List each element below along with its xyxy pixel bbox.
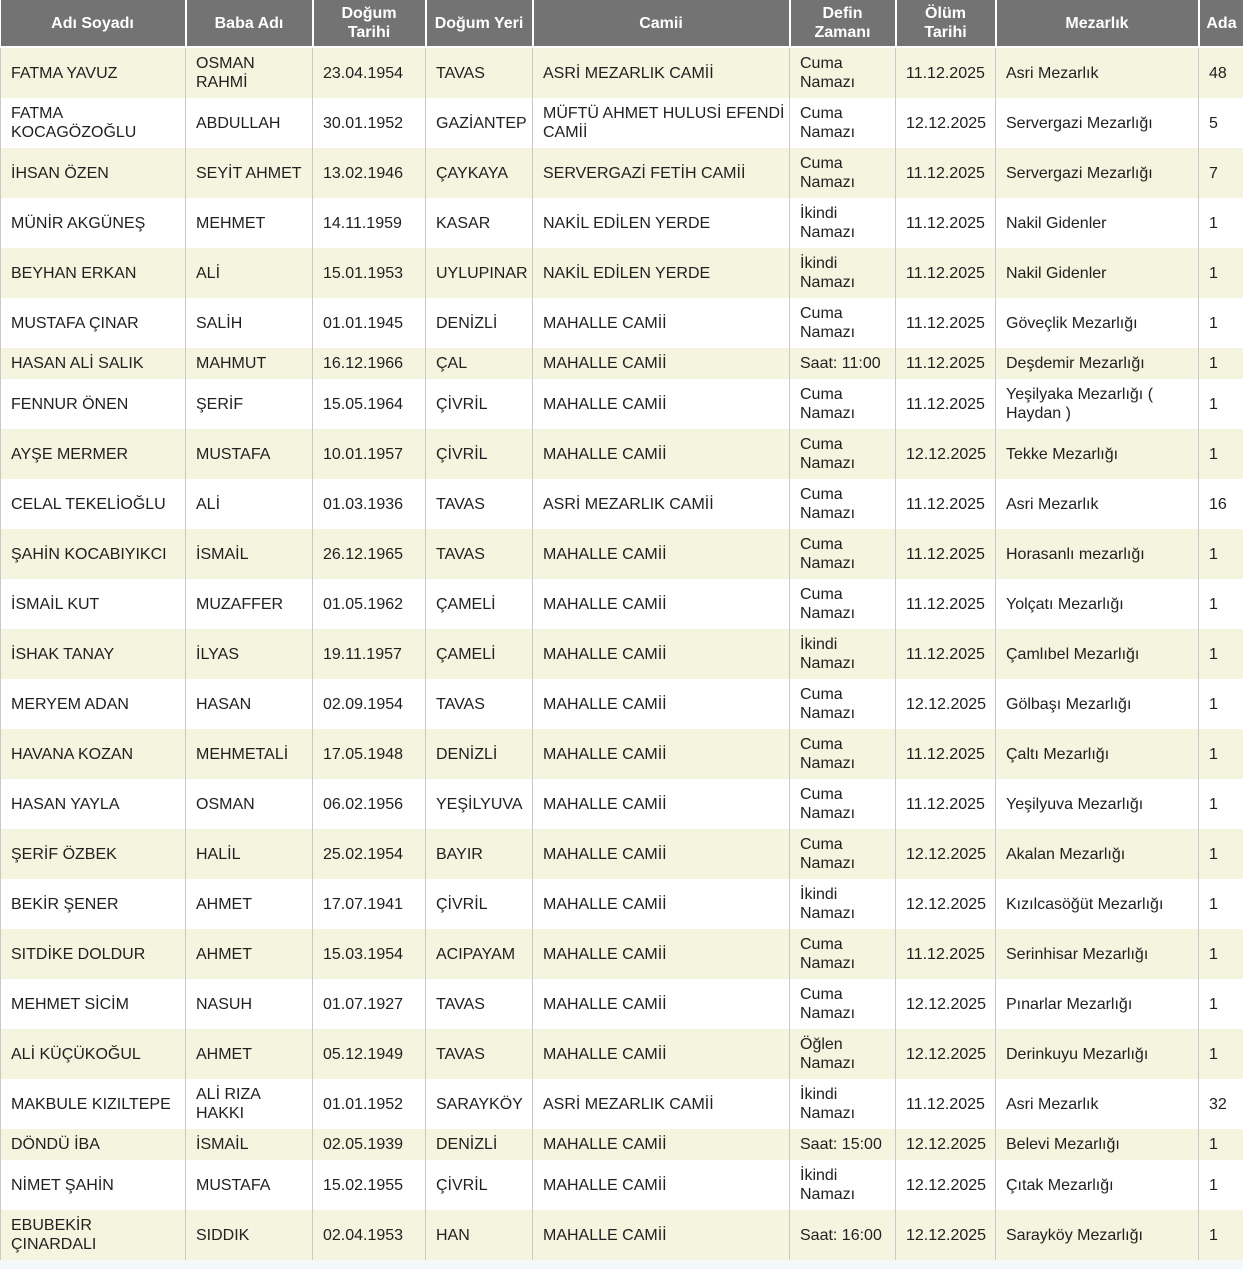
- table-cell: Kızılcasöğüt Mezarlığı: [996, 879, 1199, 929]
- table-cell: 1: [1199, 529, 1243, 579]
- table-cell: TAVAS: [426, 1029, 533, 1079]
- table-cell: CELAL TEKELİOĞLU: [1, 479, 186, 529]
- table-row: [1, 148, 1243, 198]
- table-cell: ALİ: [186, 479, 313, 529]
- table-cell: Serinhisar Mezarlığı: [996, 929, 1199, 979]
- table-row: [1, 529, 1243, 579]
- table-cell: TAVAS: [426, 979, 533, 1029]
- table-cell: FATMA YAVUZ: [1, 47, 186, 98]
- table-cell: MEHMETALİ: [186, 729, 313, 779]
- table-cell: MAHALLE CAMİİ: [533, 348, 790, 379]
- table-cell: 11.12.2025: [896, 529, 996, 579]
- table-cell: HAVANA KOZAN: [1, 729, 186, 779]
- table-row: [1, 198, 1243, 248]
- table-cell: 11.12.2025: [896, 629, 996, 679]
- table-cell: 32: [1199, 1079, 1243, 1129]
- table-row: [1, 779, 1243, 829]
- table-cell: İSHAK TANAY: [1, 629, 186, 679]
- column-header: Doğum Tarihi: [313, 0, 426, 47]
- table-cell: 11.12.2025: [896, 929, 996, 979]
- table-cell: MAHALLE CAMİİ: [533, 1160, 790, 1210]
- table-row: [1, 379, 1243, 429]
- table-cell: Nakil Gidenler: [996, 248, 1199, 298]
- table-cell: 1: [1199, 429, 1243, 479]
- table-cell: MAHALLE CAMİİ: [533, 429, 790, 479]
- table-cell: TAVAS: [426, 47, 533, 98]
- table-cell: DENİZLİ: [426, 1129, 533, 1160]
- table-row: [1, 1029, 1243, 1079]
- table-cell: 12.12.2025: [896, 429, 996, 479]
- table-cell: MÜNİR AKGÜNEŞ: [1, 198, 186, 248]
- table-cell: Asri Mezarlık: [996, 47, 1199, 98]
- column-header: Camii: [533, 0, 790, 47]
- table-cell: 15.01.1953: [313, 248, 426, 298]
- table-cell: Deşdemir Mezarlığı: [996, 348, 1199, 379]
- table-cell: Servergazi Mezarlığı: [996, 98, 1199, 148]
- table-cell: 5: [1199, 98, 1243, 148]
- table-cell: 1: [1199, 579, 1243, 629]
- table-cell: Tekke Mezarlığı: [996, 429, 1199, 479]
- table-cell: 11.12.2025: [896, 248, 996, 298]
- table-cell: MUZAFFER: [186, 579, 313, 629]
- table-cell: ASRİ MEZARLIK CAMİİ: [533, 1079, 790, 1129]
- table-cell: 12.12.2025: [896, 98, 996, 148]
- table-cell: 7: [1199, 148, 1243, 198]
- table-cell: 11.12.2025: [896, 148, 996, 198]
- table-cell: FENNUR ÖNEN: [1, 379, 186, 429]
- table-cell: Cuma Namazı: [790, 929, 896, 979]
- table-cell: 17.05.1948: [313, 729, 426, 779]
- table-cell: Öğlen Namazı: [790, 1029, 896, 1079]
- table-row: [1, 298, 1243, 348]
- table-cell: 11.12.2025: [896, 779, 996, 829]
- table-row: [1, 98, 1243, 148]
- table-cell: AYŞE MERMER: [1, 429, 186, 479]
- table-cell: AHMET: [186, 879, 313, 929]
- table-cell: 12.12.2025: [896, 1029, 996, 1079]
- table-cell: İSMAİL: [186, 529, 313, 579]
- table-cell: Belevi Mezarlığı: [996, 1129, 1199, 1160]
- table-cell: 11.12.2025: [896, 1079, 996, 1129]
- table-cell: MAHALLE CAMİİ: [533, 1129, 790, 1160]
- table-cell: MAHALLE CAMİİ: [533, 629, 790, 679]
- table-cell: 15.05.1964: [313, 379, 426, 429]
- table-cell: 1: [1199, 929, 1243, 979]
- table-cell: ÇAMELİ: [426, 629, 533, 679]
- table-row: [1, 479, 1243, 529]
- table-cell: 12.12.2025: [896, 879, 996, 929]
- table-cell: Çamlıbel Mezarlığı: [996, 629, 1199, 679]
- table-cell: Çaltı Mezarlığı: [996, 729, 1199, 779]
- table-cell: Gölbaşı Mezarlığı: [996, 679, 1199, 729]
- table-row: [1, 679, 1243, 729]
- table-cell: 11.12.2025: [896, 579, 996, 629]
- table-cell: 1: [1199, 1129, 1243, 1160]
- table-cell: HASAN ALİ SALIK: [1, 348, 186, 379]
- table-cell: MEHMET SİCİM: [1, 979, 186, 1029]
- table-row: [1, 629, 1243, 679]
- table-cell: NAKİL EDİLEN YERDE: [533, 248, 790, 298]
- table-cell: Cuma Namazı: [790, 679, 896, 729]
- table-cell: MAHALLE CAMİİ: [533, 529, 790, 579]
- table-cell: SARAYKÖY: [426, 1079, 533, 1129]
- table-cell: 12.12.2025: [896, 1160, 996, 1210]
- table-cell: Çıtak Mezarlığı: [996, 1160, 1199, 1210]
- table-cell: İkindi Namazı: [790, 879, 896, 929]
- table-row: [1, 929, 1243, 979]
- table-cell: 13.02.1946: [313, 148, 426, 198]
- table-cell: Saat: 16:00: [790, 1210, 896, 1260]
- table-cell: Asri Mezarlık: [996, 479, 1199, 529]
- table-cell: SERVERGAZİ FETİH CAMİİ: [533, 148, 790, 198]
- table-row: [1, 348, 1243, 379]
- table-cell: MAHALLE CAMİİ: [533, 979, 790, 1029]
- table-cell: Cuma Namazı: [790, 529, 896, 579]
- table-header: [1, 0, 1243, 47]
- table-cell: 05.12.1949: [313, 1029, 426, 1079]
- column-header: Ada: [1199, 0, 1243, 47]
- table-cell: KASAR: [426, 198, 533, 248]
- table-cell: ASRİ MEZARLIK CAMİİ: [533, 479, 790, 529]
- table-cell: 48: [1199, 47, 1243, 98]
- table-cell: UYLUPINAR: [426, 248, 533, 298]
- table-cell: 16: [1199, 479, 1243, 529]
- table-cell: SEYİT AHMET: [186, 148, 313, 198]
- table-cell: MEHMET: [186, 198, 313, 248]
- table-row: [1, 579, 1243, 629]
- table-cell: MÜFTÜ AHMET HULUSİ EFENDİ CAMİİ: [533, 98, 790, 148]
- table-cell: 1: [1199, 979, 1243, 1029]
- table-cell: ÇAMELİ: [426, 579, 533, 629]
- table-cell: MAHALLE CAMİİ: [533, 579, 790, 629]
- table-cell: MAHALLE CAMİİ: [533, 879, 790, 929]
- table-cell: MAHALLE CAMİİ: [533, 929, 790, 979]
- table-cell: ALİ RIZA HAKKI: [186, 1079, 313, 1129]
- column-header: Defin Zamanı: [790, 0, 896, 47]
- table-cell: ÇİVRİL: [426, 1160, 533, 1210]
- table-cell: 26.12.1965: [313, 529, 426, 579]
- table-cell: 11.12.2025: [896, 479, 996, 529]
- table-cell: ÇİVRİL: [426, 879, 533, 929]
- table-row: [1, 1129, 1243, 1160]
- table-cell: 1: [1199, 629, 1243, 679]
- table-cell: Akalan Mezarlığı: [996, 829, 1199, 879]
- table-cell: NİMET ŞAHİN: [1, 1160, 186, 1210]
- table-cell: 01.03.1936: [313, 479, 426, 529]
- table-cell: 1: [1199, 348, 1243, 379]
- table-cell: 17.07.1941: [313, 879, 426, 929]
- table-cell: Cuma Namazı: [790, 148, 896, 198]
- bottom-strip: [0, 1260, 1243, 1269]
- table-cell: HASAN YAYLA: [1, 779, 186, 829]
- table-cell: Yolçatı Mezarlığı: [996, 579, 1199, 629]
- table-cell: MAKBULE KIZILTEPE: [1, 1079, 186, 1129]
- table-cell: ÇAL: [426, 348, 533, 379]
- table-cell: MAHALLE CAMİİ: [533, 829, 790, 879]
- table-cell: MAHALLE CAMİİ: [533, 1210, 790, 1260]
- table-cell: DENİZLİ: [426, 298, 533, 348]
- table-cell: 16.12.1966: [313, 348, 426, 379]
- table-cell: MAHALLE CAMİİ: [533, 729, 790, 779]
- table-cell: 1: [1199, 1210, 1243, 1260]
- table-cell: 01.01.1952: [313, 1079, 426, 1129]
- table-cell: Yeşilyuva Mezarlığı: [996, 779, 1199, 829]
- table-cell: SALİH: [186, 298, 313, 348]
- column-header: Adı Soyadı: [1, 0, 186, 47]
- table-cell: Cuma Namazı: [790, 829, 896, 879]
- header-row: [1, 0, 1243, 47]
- table-row: [1, 879, 1243, 929]
- table-cell: MUSTAFA: [186, 1160, 313, 1210]
- table-cell: ÇAYKAYA: [426, 148, 533, 198]
- table-cell: 1: [1199, 779, 1243, 829]
- table-cell: 30.01.1952: [313, 98, 426, 148]
- table-cell: TAVAS: [426, 479, 533, 529]
- table-cell: Cuma Namazı: [790, 729, 896, 779]
- table-cell: 15.03.1954: [313, 929, 426, 979]
- table-cell: ÇİVRİL: [426, 429, 533, 479]
- table-cell: OSMAN RAHMİ: [186, 47, 313, 98]
- table-cell: Nakil Gidenler: [996, 198, 1199, 248]
- table-cell: HALİL: [186, 829, 313, 879]
- table-cell: 10.01.1957: [313, 429, 426, 479]
- table-cell: MAHALLE CAMİİ: [533, 779, 790, 829]
- table-cell: EBUBEKİR ÇINARDALI: [1, 1210, 186, 1260]
- table-cell: ABDULLAH: [186, 98, 313, 148]
- table-cell: ÇİVRİL: [426, 379, 533, 429]
- table-cell: 02.04.1953: [313, 1210, 426, 1260]
- table-cell: 19.11.1957: [313, 629, 426, 679]
- table-cell: SITDİKE DOLDUR: [1, 929, 186, 979]
- table-cell: Cuma Namazı: [790, 98, 896, 148]
- table-cell: Cuma Namazı: [790, 779, 896, 829]
- table-cell: Asri Mezarlık: [996, 1079, 1199, 1129]
- column-header: Ölüm Tarihi: [896, 0, 996, 47]
- table-cell: Servergazi Mezarlığı: [996, 148, 1199, 198]
- table-cell: OSMAN: [186, 779, 313, 829]
- table-cell: MAHALLE CAMİİ: [533, 379, 790, 429]
- table-cell: 11.12.2025: [896, 379, 996, 429]
- table-cell: MERYEM ADAN: [1, 679, 186, 729]
- table-cell: DÖNDÜ İBA: [1, 1129, 186, 1160]
- table-cell: 1: [1199, 729, 1243, 779]
- table-row: [1, 47, 1243, 98]
- table-cell: BEKİR ŞENER: [1, 879, 186, 929]
- table-cell: 11.12.2025: [896, 348, 996, 379]
- table-cell: İLYAS: [186, 629, 313, 679]
- table-cell: İkindi Namazı: [790, 248, 896, 298]
- table-cell: MAHMUT: [186, 348, 313, 379]
- table-cell: TAVAS: [426, 679, 533, 729]
- table-cell: 23.04.1954: [313, 47, 426, 98]
- table-cell: BEYHAN ERKAN: [1, 248, 186, 298]
- table-cell: İkindi Namazı: [790, 1079, 896, 1129]
- table-cell: ACIPAYAM: [426, 929, 533, 979]
- table-cell: MUSTAFA: [186, 429, 313, 479]
- table-cell: 02.05.1939: [313, 1129, 426, 1160]
- table-cell: 06.02.1956: [313, 779, 426, 829]
- table-cell: 1: [1199, 1160, 1243, 1210]
- table-cell: 15.02.1955: [313, 1160, 426, 1210]
- table-cell: MUSTAFA ÇINAR: [1, 298, 186, 348]
- table-cell: DENİZLİ: [426, 729, 533, 779]
- table-row: [1, 979, 1243, 1029]
- table-cell: 12.12.2025: [896, 1129, 996, 1160]
- table-cell: 01.01.1945: [313, 298, 426, 348]
- table-cell: 1: [1199, 879, 1243, 929]
- table-cell: Derinkuyu Mezarlığı: [996, 1029, 1199, 1079]
- table-cell: Cuma Namazı: [790, 479, 896, 529]
- table-cell: 11.12.2025: [896, 729, 996, 779]
- table-cell: MAHALLE CAMİİ: [533, 679, 790, 729]
- table-cell: 1: [1199, 1029, 1243, 1079]
- table-cell: 1: [1199, 379, 1243, 429]
- table-cell: Yeşilyaka Mezarlığı ( Haydan ): [996, 379, 1199, 429]
- table-row: [1, 429, 1243, 479]
- table-cell: 12.12.2025: [896, 829, 996, 879]
- table-cell: Cuma Namazı: [790, 379, 896, 429]
- table-row: [1, 1079, 1243, 1129]
- table-cell: 11.12.2025: [896, 298, 996, 348]
- table-cell: 1: [1199, 679, 1243, 729]
- table-cell: ALİ KÜÇÜKOĞUL: [1, 1029, 186, 1079]
- table-cell: 01.05.1962: [313, 579, 426, 629]
- table-cell: Cuma Namazı: [790, 298, 896, 348]
- table-cell: MAHALLE CAMİİ: [533, 1029, 790, 1079]
- table-cell: SIDDIK: [186, 1210, 313, 1260]
- table-row: [1, 248, 1243, 298]
- table-cell: ALİ: [186, 248, 313, 298]
- table-cell: HAN: [426, 1210, 533, 1260]
- table-cell: TAVAS: [426, 529, 533, 579]
- table-cell: 12.12.2025: [896, 679, 996, 729]
- table-cell: Cuma Namazı: [790, 979, 896, 1029]
- table-cell: İSMAİL: [186, 1129, 313, 1160]
- table-cell: 02.09.1954: [313, 679, 426, 729]
- table-cell: İkindi Namazı: [790, 198, 896, 248]
- table-cell: 01.07.1927: [313, 979, 426, 1029]
- table-cell: Saat: 11:00: [790, 348, 896, 379]
- table-cell: İHSAN ÖZEN: [1, 148, 186, 198]
- table-cell: 1: [1199, 298, 1243, 348]
- table-cell: 25.02.1954: [313, 829, 426, 879]
- table-cell: 1: [1199, 248, 1243, 298]
- column-header: Doğum Yeri: [426, 0, 533, 47]
- table-cell: BAYIR: [426, 829, 533, 879]
- table-cell: Cuma Namazı: [790, 429, 896, 479]
- table-cell: 1: [1199, 829, 1243, 879]
- table-cell: 11.12.2025: [896, 47, 996, 98]
- table-cell: Saat: 15:00: [790, 1129, 896, 1160]
- table-cell: ŞERİF: [186, 379, 313, 429]
- table-cell: 11.12.2025: [896, 198, 996, 248]
- table-cell: FATMA KOCAGÖZOĞLU: [1, 98, 186, 148]
- table-row: [1, 829, 1243, 879]
- table-cell: Göveçlik Mezarlığı: [996, 298, 1199, 348]
- table-cell: ASRİ MEZARLIK CAMİİ: [533, 47, 790, 98]
- table-cell: İkindi Namazı: [790, 1160, 896, 1210]
- table-cell: ŞAHİN KOCABIYIKCI: [1, 529, 186, 579]
- table-cell: İkindi Namazı: [790, 629, 896, 679]
- table-row: [1, 1210, 1243, 1260]
- table-cell: Sarayköy Mezarlığı: [996, 1210, 1199, 1260]
- table-cell: 12.12.2025: [896, 979, 996, 1029]
- table-row: [1, 1160, 1243, 1210]
- table-cell: Cuma Namazı: [790, 579, 896, 629]
- table-cell: 12.12.2025: [896, 1210, 996, 1260]
- column-header: Mezarlık: [996, 0, 1199, 47]
- table-body: [1, 47, 1243, 1260]
- table-cell: MAHALLE CAMİİ: [533, 298, 790, 348]
- table-cell: AHMET: [186, 1029, 313, 1079]
- table-cell: 1: [1199, 198, 1243, 248]
- table-cell: Horasanlı mezarlığı: [996, 529, 1199, 579]
- table-cell: HASAN: [186, 679, 313, 729]
- table-row: [1, 729, 1243, 779]
- table-cell: NAKİL EDİLEN YERDE: [533, 198, 790, 248]
- table-cell: NASUH: [186, 979, 313, 1029]
- table-cell: GAZİANTEP: [426, 98, 533, 148]
- table-cell: 14.11.1959: [313, 198, 426, 248]
- table-cell: YEŞİLYUVA: [426, 779, 533, 829]
- table-cell: AHMET: [186, 929, 313, 979]
- table-cell: Pınarlar Mezarlığı: [996, 979, 1199, 1029]
- table-cell: Cuma Namazı: [790, 47, 896, 98]
- table-cell: ŞERİF ÖZBEK: [1, 829, 186, 879]
- table-cell: İSMAİL KUT: [1, 579, 186, 629]
- column-header: Baba Adı: [186, 0, 313, 47]
